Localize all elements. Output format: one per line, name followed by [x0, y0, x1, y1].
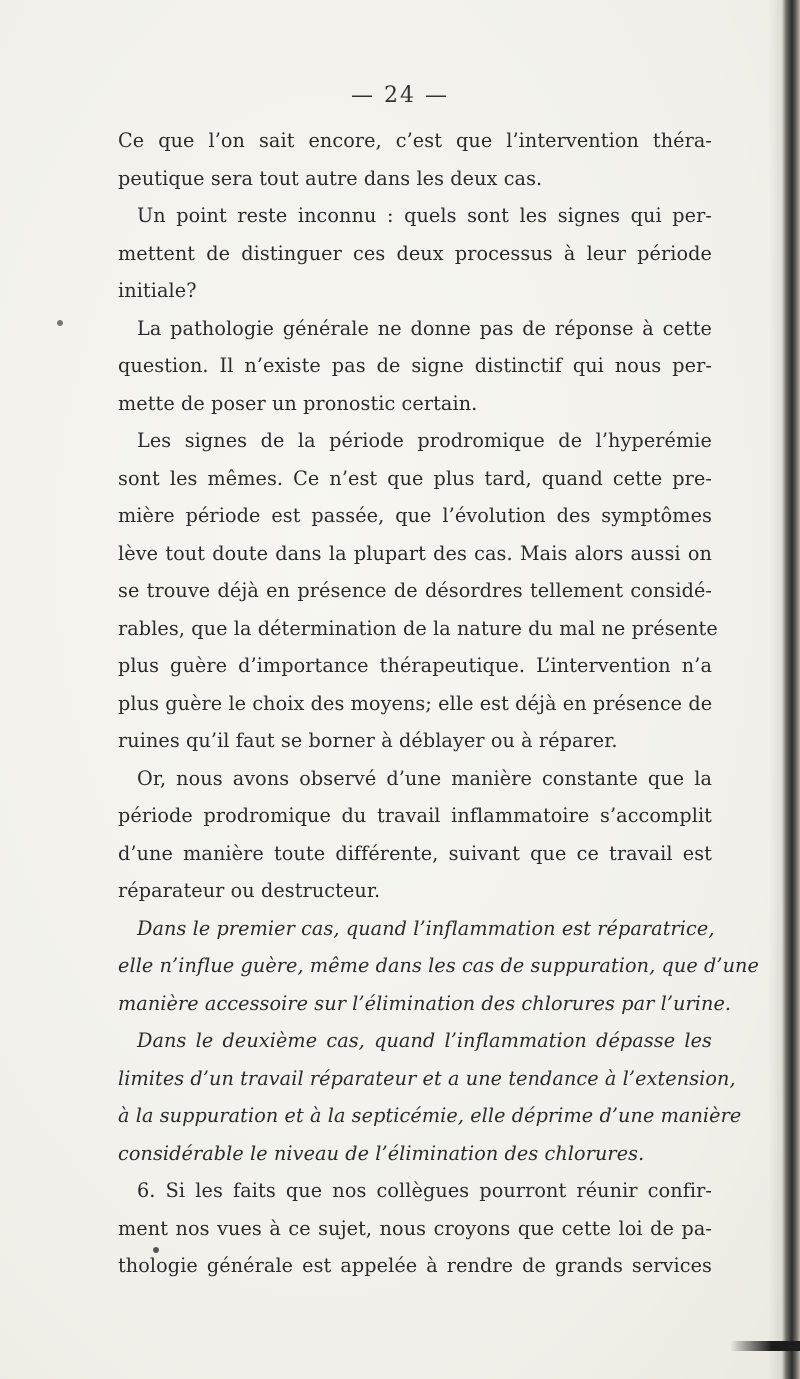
text-line: question. Il n’existe pas de signe distinctif qui nous per- — [118, 354, 712, 377]
text-line: ruines qu’il faut se borner à déblayer ou à réparer. — [118, 729, 618, 752]
text-line: Un point reste inconnu : quels sont les signes qui per- — [137, 204, 712, 227]
page-edge — [782, 0, 800, 1379]
italic-text-line: manière accessoire sur l’élimination des chlorures par l’urine. — [118, 991, 732, 1015]
text-line: rables, que la détermination de la nature du mal ne présente — [118, 616, 718, 640]
text-line: Or, nous avons observé d’une manière constante que la — [137, 766, 712, 790]
italic-text-line: Dans le deuxième cas, quand l’inflammation dépasse les — [137, 1029, 712, 1052]
text-line: initiale? — [118, 279, 197, 302]
italic-text-line: à la suppuration et à la septicémie, elle déprime d’une manière — [118, 1104, 742, 1127]
text-line: peutique sera tout autre dans les deux cas. — [118, 166, 543, 190]
text-line: La pathologie générale ne donne pas de réponse à cette — [137, 316, 712, 340]
corner-mark — [730, 1341, 800, 1351]
italic-text-line: limites d’un travail réparateur et a une tendance à l’extension, — [118, 1066, 736, 1090]
text-line: plus guère le choix des moyens; elle est déjà en présence de — [118, 691, 713, 715]
text-line: lève tout doute dans la plupart des cas. Mais alors aussi on — [118, 541, 712, 565]
text-line: mière période est passée, que l’évolution des symptômes — [118, 504, 712, 527]
text-line: thologie générale est appelée à rendre de grands services — [118, 1254, 712, 1277]
text-line: plus guère d’importance thérapeutique. L’intervention n’a — [118, 654, 712, 677]
text-line: 6. Si les faits que nos collègues pourront réunir confir- — [137, 1179, 712, 1202]
text-line: Ce que l’on sait encore, c’est que l’intervention théra- — [118, 129, 712, 152]
text-line: Les signes de la période prodromique de l’hyperémie — [137, 429, 712, 452]
italic-text-line: Dans le premier cas, quand l’inflammation est réparatrice, — [137, 916, 715, 940]
italic-text-line: considérable le niveau de l’élimination des chlorures. — [118, 1141, 645, 1165]
text-line: période prodromique du travail inflammatoire s’accomplit — [118, 804, 712, 827]
text-line: réparateur ou destructeur. — [118, 879, 381, 902]
text-line: sont les mêmes. Ce n’est que plus tard, quand cette pre- — [118, 466, 712, 490]
body-text — [118, 122, 759, 1285]
text-line: mettent de distinguer ces deux processus à leur période — [118, 241, 712, 265]
text-line: mette de poser un pronostic certain. — [118, 391, 478, 415]
ink-speck — [57, 320, 63, 326]
page-number: — 24 — — [351, 83, 449, 108]
binding-shadow — [768, 0, 782, 1379]
text-line: se trouve déjà en présence de désordres tellement considé- — [118, 579, 712, 602]
text-line: d’une manière toute différente, suivant que ce travail est — [118, 841, 712, 865]
italic-text-line: elle n’influe guère, même dans les cas de suppuration, que d’une — [118, 954, 759, 977]
text-line: ment nos vues à ce sujet, nous croyons que cette loi de pa- — [118, 1216, 712, 1240]
